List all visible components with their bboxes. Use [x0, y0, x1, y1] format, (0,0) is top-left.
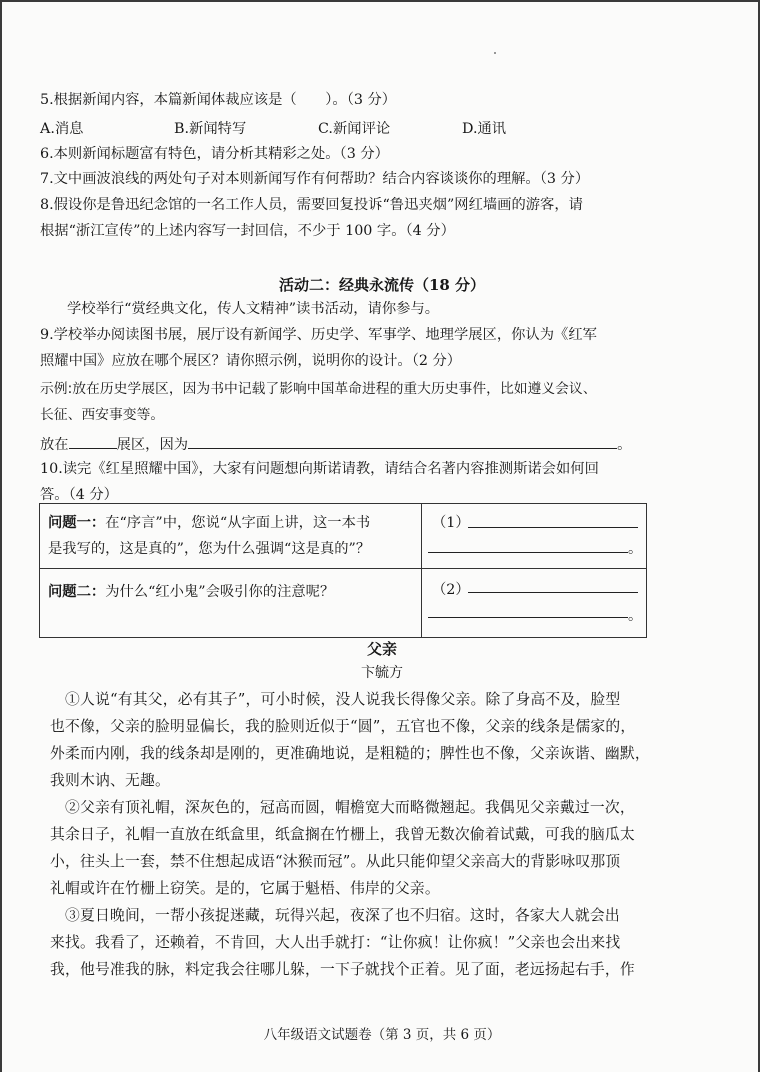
essay-title: 父亲: [366, 640, 397, 658]
speck: [494, 52, 496, 54]
essay-p1-line-1: ①人说“有其父，必有其子”，可小时候，没人说我长得像父亲。除了身高不及，脸型: [65, 691, 621, 708]
q10-question-1: [40, 504, 422, 569]
question-9-line-1: 9.学校举办阅读图书展，展厅设有新闻学、历史学、军事学、地理学展区，你认为《红军: [40, 327, 597, 343]
q10-a1-blank-2[interactable]: [428, 537, 628, 553]
q10-q1-text-2: 是我写的，这是真的”，您为什么强调“这是真的”？: [48, 541, 371, 557]
q9-example-line-1: 示例:放在历史学展区，因为书中记载了影响中国革命进程的重大历史事件，比如遵义会议、: [40, 381, 597, 397]
essay-p2-line-3: 小，往头上一套，禁不住想起成语“沐猴而冠”。从此只能仰望父亲高大的背影咏叹那顶: [50, 853, 621, 870]
q10-q1-text-1: 在“序言”中，您说“从字面上讲，这一本书: [105, 515, 371, 531]
q5-option-c: C.新闻评论: [318, 121, 391, 137]
q5-option-b: B.新闻特写: [174, 121, 247, 137]
q10-table: [39, 503, 647, 638]
q10-q1-label: 问题一：: [48, 515, 106, 531]
q10-a1-number: （1）: [432, 515, 470, 531]
q10-answer-1: [422, 504, 647, 569]
q9-fill-prefix: 放在: [40, 437, 69, 453]
essay-p1-line-3: 外柔而内刚，我的线条却是刚的，更准确地说，是粗糙的；脾性也不像，父亲诙谐、幽默，: [50, 745, 650, 762]
activity-2-title: 活动二：经典永流传（18 分）: [278, 276, 486, 294]
q5-option-a: A.消息: [40, 121, 84, 137]
q10-question-2: [40, 569, 422, 638]
q10-row-2: [40, 569, 647, 638]
q10-row-1: [40, 504, 647, 569]
q10-a2-number: （2）: [432, 582, 470, 598]
q9-blank-area[interactable]: [69, 433, 117, 449]
question-10-line-1: 10.读完《红星照耀中国》，大家有问题想向斯诺请教，请结合名著内容推测斯诺会如何回: [40, 461, 599, 477]
essay-p3-line-2: 来找。我看了，还赖着，不肯回，大人出手就打：“让你疯！让你疯！”父亲也会出来找: [50, 934, 621, 951]
q10-a2-end: 。: [628, 608, 643, 624]
q10-a2-blank-2[interactable]: [428, 602, 628, 618]
question-10-line-2: 答。（4 分）: [40, 487, 118, 503]
question-8-line-2: 根据“浙江宣传”的上述内容写一封回信，不少于 100 字。（4 分）: [40, 223, 455, 239]
q9-fill-middle: 展区，因为: [116, 437, 189, 453]
question-8-line-1: 8.假设你是鲁迅纪念馆的一名工作人员，需要回复投诉“鲁迅夹烟”网红墙画的游客，请: [40, 197, 583, 213]
q10-answer-2: [422, 569, 647, 638]
q9-fill-line: [40, 433, 631, 454]
q9-fill-end: 。: [617, 437, 632, 453]
activity-2-intro: 学校举行“赏经典文化，传人文精神”读书活动，请你参与。: [67, 301, 440, 317]
essay-p3-line-1: ③夏日晚间，一帮小孩捉迷藏，玩得兴起，夜深了也不归宿。这时，各家大人就会出: [65, 907, 620, 924]
q10-q2-text: 为什么“红小鬼”会吸引你的注意呢？: [105, 584, 335, 600]
essay-p1-line-2: 也不像，父亲的脸明显偏长，我的脸则近似于“圆”，五官也不像，父亲的线条是儒家的，: [50, 718, 636, 735]
q9-blank-reason[interactable]: [188, 433, 617, 449]
question-9-line-2: 照耀中国》应放在哪个展区？请你照示例，说明你的设计。（2 分）: [40, 353, 462, 369]
question-7: 7.文中画波浪线的两处句子对本则新闻写作有何帮助？结合内容谈谈你的理解。（3 分）: [40, 171, 590, 187]
q10-a1-end: 。: [628, 541, 643, 557]
essay-p1-line-4: 我则木讷、无趣。: [50, 772, 170, 789]
question-5: 5.根据新闻内容，本篇新闻体裁应该是（ ）。（3 分）: [40, 92, 397, 108]
q9-example-line-2: 长征、西安事变等。: [40, 407, 165, 423]
q10-a1-blank-1[interactable]: [468, 510, 638, 528]
q5-option-d: D.通讯: [462, 121, 507, 137]
q10-a2-blank-1[interactable]: [468, 575, 638, 593]
essay-p2-line-4: 礼帽或许在竹栅上窃笑。是的，它属于魁梧、伟岸的父亲。: [50, 880, 440, 897]
essay-author: 卞毓方: [361, 665, 403, 681]
essay-p2-line-1: ②父亲有顶礼帽，深灰色的，冠高而圆，帽檐宽大而略微翘起。我偶见父亲戴过一次，: [65, 799, 635, 816]
essay-p3-line-3: 我，他号准我的脉，料定我会往哪儿躲，一下子就找个正着。见了面，老远扬起右手，作: [50, 961, 635, 978]
question-6: 6.本则新闻标题富有特色，请分析其精彩之处。（3 分）: [40, 146, 389, 162]
page-footer: 八年级语文试题卷（第 3 页，共 6 页）: [263, 1027, 501, 1043]
essay-p2-line-2: 其余日子，礼帽一直放在纸盒里，纸盒搁在竹栅上，我曾无数次偷着试戴，可我的脑瓜太: [50, 826, 635, 843]
q10-q2-label: 问题二：: [48, 584, 106, 600]
